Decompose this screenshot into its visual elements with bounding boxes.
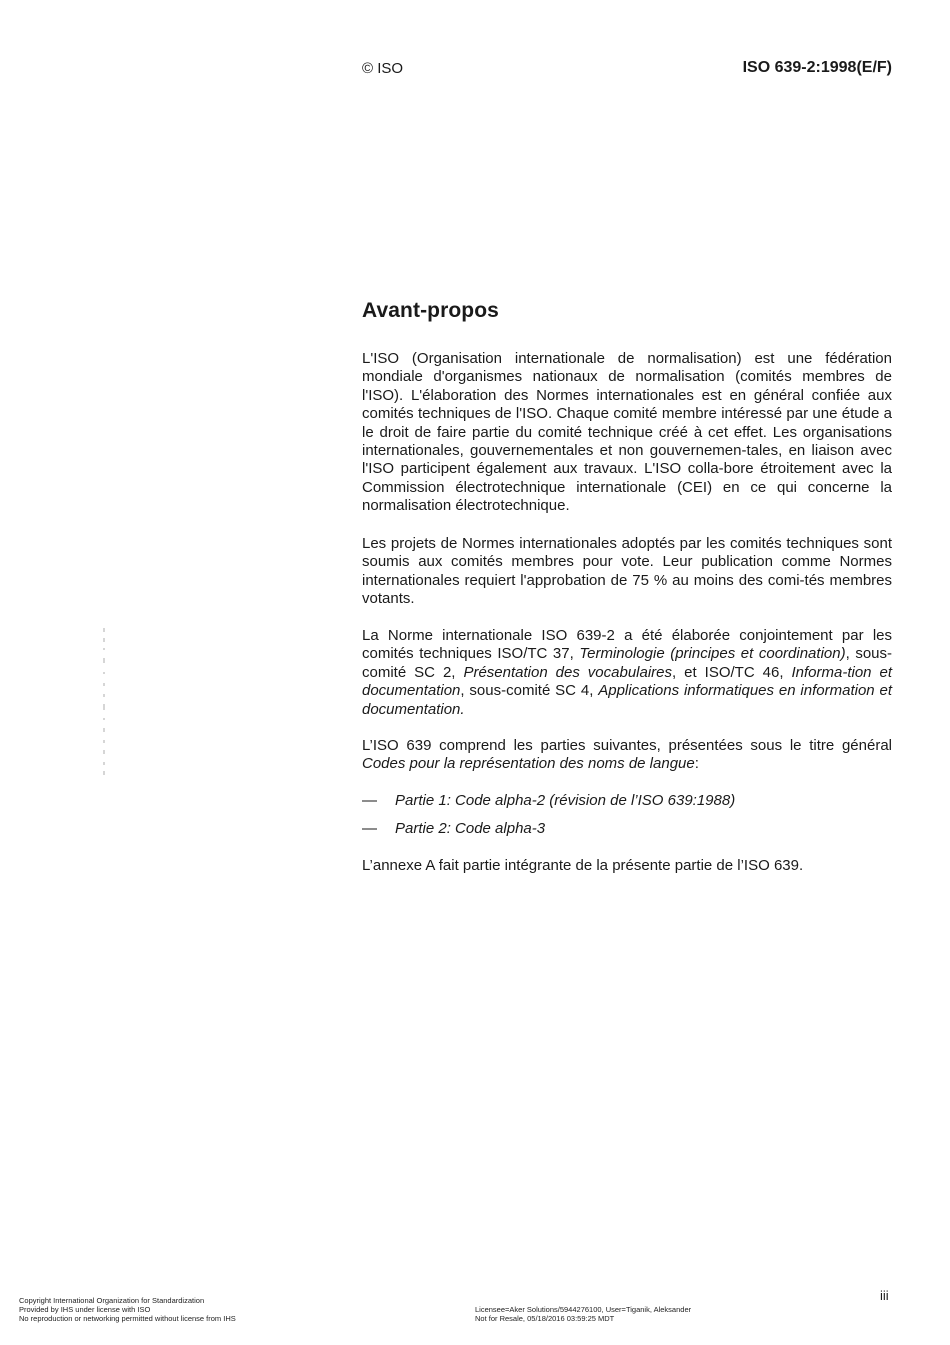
page-title: Avant-propos [362, 299, 499, 322]
p3-italic-information: Informa-tion et documentation [362, 663, 892, 700]
p4-text-c: : [694, 755, 699, 773]
header-copyright: © ISO [362, 60, 404, 77]
margin-barcode-mark [101, 628, 107, 776]
footer-line: Copyright International Organization for Standardization [19, 1296, 205, 1305]
footer-line: Not for Resale, 05/18/2016 03:59:25 MDT [475, 1314, 615, 1323]
p4-text-a: L’ISO 639 comprend les parties suivantes, présentées sous le titre général [362, 737, 892, 754]
paragraph-iso-intro: L'ISO (Organisation internationale de normalisation) est une fédération mondiale d'organismes nationaux de normalisation (comités membres de l'ISO). L'élaboration des Normes internationales est en général confiée aux comités techniques de l'ISO. Chaque comité membre intéressé par une étude a le droit de faire partie du comité technique créé à cet effet. Les organisations internationales, gouvernementales et non gouvernemen-tales, en liaison avec l'ISO participent également aux travaux. L'ISO colla-bore étroitement avec la Commission électrotechnique internationale (CEI) en ce qui concerne la normalisation électrotechnique. [362, 350, 892, 515]
footer-line: Licensee=Aker Solutions/5944276100, User=Tiganik, Aleksander [475, 1305, 692, 1314]
list-item-text: Partie 2: Code alpha-3 [395, 820, 546, 837]
p3-text-g: , sous-comité SC 4, [460, 682, 599, 700]
paragraph-annex: L’annexe A fait partie intégrante de la présente partie de l’ISO 639. [362, 857, 804, 874]
footer-copyright [19, 1296, 236, 1323]
p3-text-e: , et ISO/TC 46, [672, 663, 792, 681]
footer-license [475, 1305, 691, 1323]
page-number: iii [880, 1288, 889, 1303]
list-dash: — [362, 792, 377, 809]
p3-text-c: , sous-comité SC 2, [362, 645, 892, 681]
p3-italic-presentation: Présentation des vocabulaires [463, 663, 673, 681]
p3-italic-terminologie: Terminologie (principes et coordination) [579, 645, 846, 663]
footer-line: Provided by IHS under license with ISO [19, 1305, 151, 1314]
list-dash: — [362, 820, 377, 837]
paragraph-draft-voting: Les projets de Normes internationales adoptés par les comités techniques sont soumis aux comités membres pour vote. Leur publication comme Normes internationales requiert l'approbation de 75 % au moins des comi-tés membres votants. [362, 535, 892, 608]
p3-italic-applications: Applications informatiques en information et documentation. [362, 682, 892, 718]
list-item-text: Partie 1: Code alpha-2 (révision de l’ISO 639:1988) [395, 792, 736, 809]
paragraph-committees [362, 627, 892, 719]
p4-italic-title: Codes pour la représentation des noms de langue [362, 755, 695, 773]
header-standard-number: ISO 639-2:1998(E/F) [742, 59, 892, 76]
footer-line: No reproduction or networking permitted without license from IHS [19, 1314, 236, 1323]
paragraph-parts-intro [362, 737, 892, 774]
p3-text-a: La Norme internationale ISO 639-2 a été élaborée conjointement par les comités techniques ISO/TC 37, [362, 627, 892, 663]
